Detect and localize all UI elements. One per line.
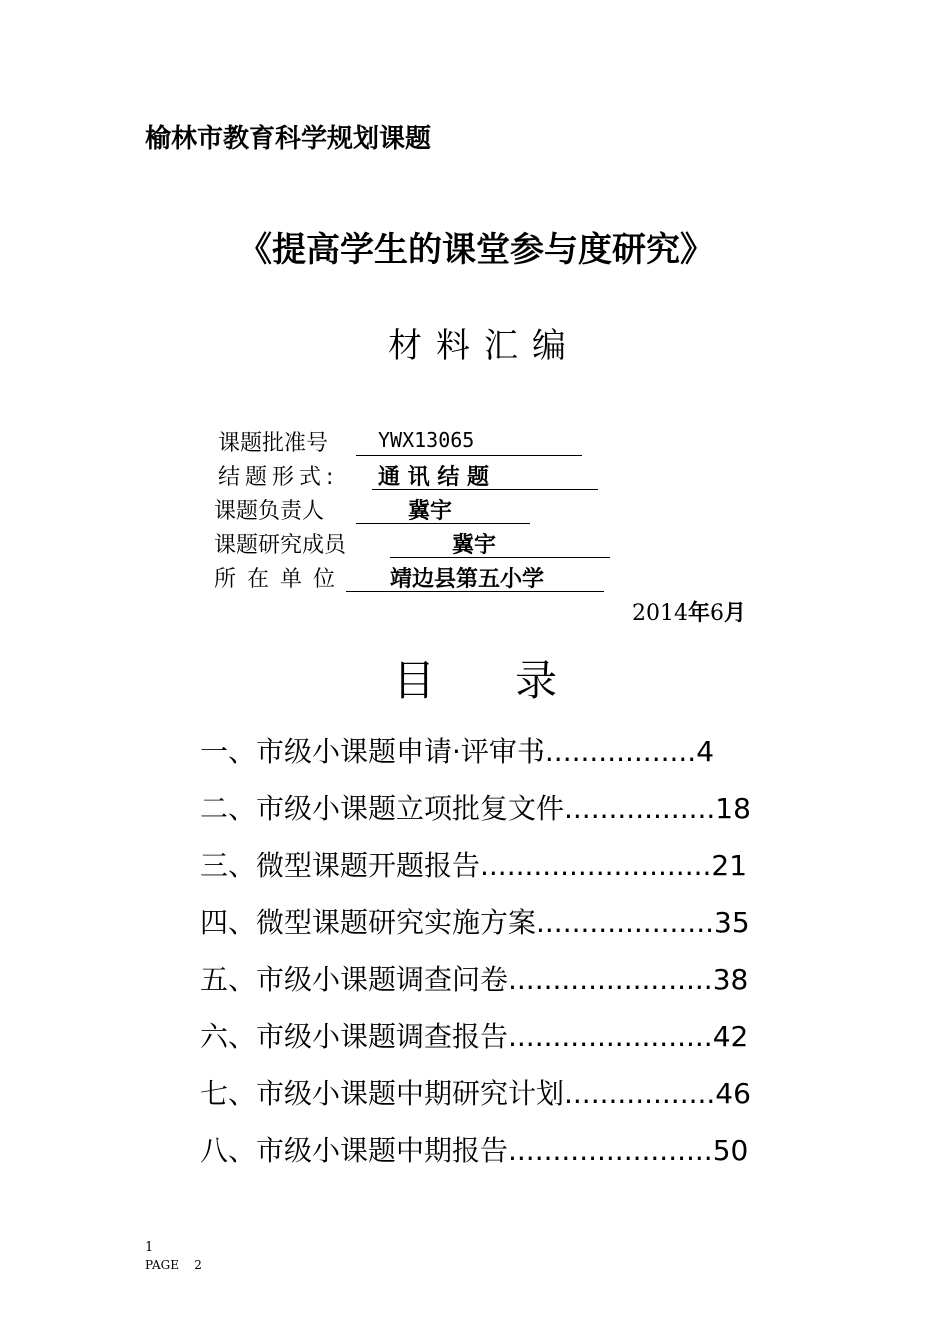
program-title: 榆林市教育科学规划课题 xyxy=(145,124,432,154)
footer-page-field xyxy=(145,1258,202,1272)
leader-value: 冀宇 xyxy=(408,499,453,524)
toc-heading: 目 录 xyxy=(393,656,558,705)
leader-label: 课题负责人 xyxy=(214,499,325,524)
unit-label: 所 在 单 位 xyxy=(214,567,337,592)
toc-item[interactable]: 五、市级小课题调查问卷.......................38 xyxy=(200,963,749,996)
unit-row xyxy=(214,562,614,594)
unit-underline xyxy=(346,591,604,592)
members-row xyxy=(214,528,614,560)
date-month: 6 xyxy=(710,601,725,626)
toc-item[interactable]: 七、市级小课题中期研究计划.................46 xyxy=(200,1077,751,1110)
form-underline xyxy=(372,489,598,490)
toc-item[interactable]: 一、市级小课题申请·评审书.................4 xyxy=(200,735,715,768)
members-label: 课题研究成员 xyxy=(214,533,347,558)
leader-underline xyxy=(356,523,530,524)
approval-value: YWX13065 xyxy=(378,428,475,452)
members-value: 冀宇 xyxy=(452,533,497,558)
members-underline xyxy=(390,557,610,558)
footer-number: 1 xyxy=(145,1240,154,1255)
form-row xyxy=(218,460,598,492)
toc-item[interactable]: 六、市级小课题调查报告.......................42 xyxy=(200,1020,749,1053)
form-label: 结题形式: xyxy=(218,465,339,490)
document-title: 《提高学生的课堂参与度研究》 xyxy=(238,230,714,270)
document-subtitle: 材料汇编 xyxy=(388,326,580,366)
toc-item[interactable]: 四、微型课题研究实施方案....................35 xyxy=(200,906,750,939)
document-date xyxy=(632,596,746,627)
form-value: 通 讯 结 题 xyxy=(378,465,489,490)
toc-item[interactable]: 三、微型课题开题报告..........................21 xyxy=(200,849,748,882)
approval-underline xyxy=(356,455,582,456)
date-month-unit: 月 xyxy=(724,601,747,626)
footer-page-number: 2 xyxy=(194,1258,202,1272)
leader-row xyxy=(214,494,534,526)
date-year: 2014 xyxy=(632,601,688,626)
footer-page-label: PAGE xyxy=(145,1258,179,1272)
toc-item[interactable]: 二、市级小课题立项批复文件.................18 xyxy=(200,792,751,825)
table-of-contents xyxy=(200,732,751,1188)
approval-row xyxy=(218,426,588,458)
approval-label: 课题批准号 xyxy=(218,431,329,456)
unit-value: 靖边县第五小学 xyxy=(390,567,545,592)
toc-item[interactable]: 八、市级小课题中期报告.......................50 xyxy=(200,1134,749,1167)
date-year-unit: 年 xyxy=(688,601,711,626)
